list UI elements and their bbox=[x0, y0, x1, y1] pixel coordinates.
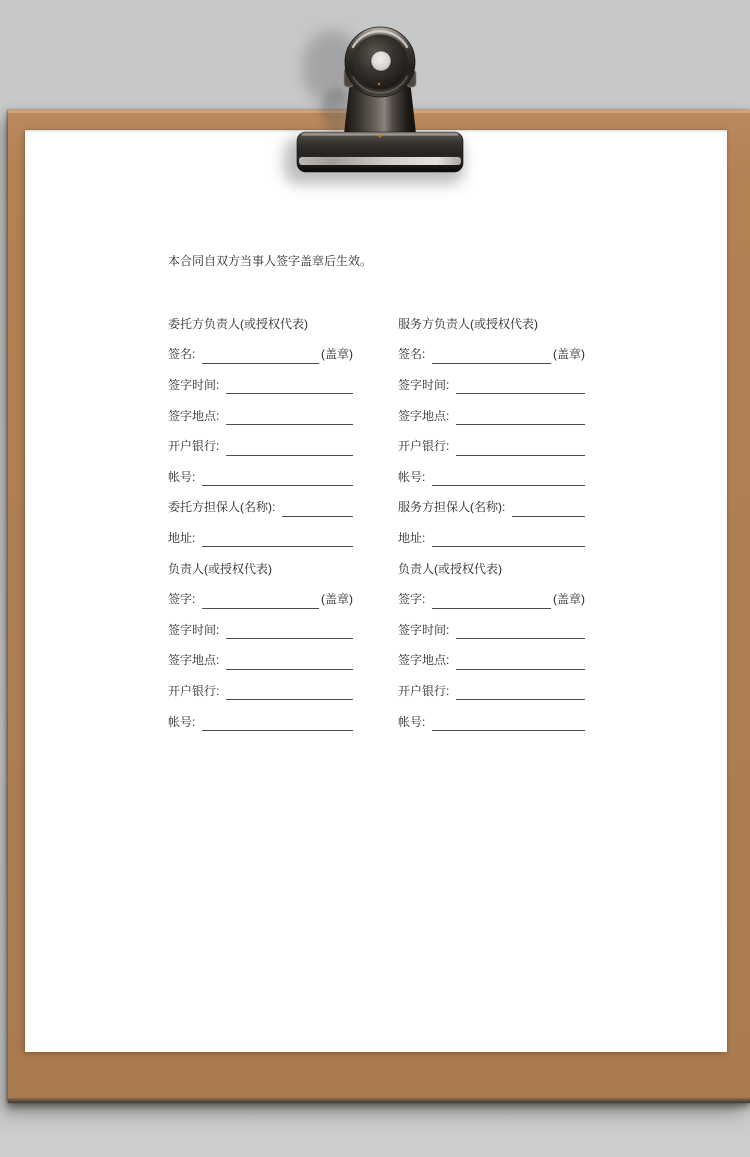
field-label: 签字: bbox=[168, 592, 196, 607]
field-label: 帐号: bbox=[398, 714, 426, 729]
signature-line bbox=[456, 409, 585, 425]
form-row-sign-name bbox=[168, 339, 353, 370]
signature-line bbox=[432, 348, 551, 364]
seal-note: (盖章) bbox=[321, 592, 353, 607]
field-label: 签字地点: bbox=[168, 408, 220, 423]
form-row-address bbox=[398, 522, 585, 553]
form-row-sign-place bbox=[398, 645, 585, 676]
form-row-sign-time bbox=[398, 369, 585, 400]
field-label: 负责人(或授权代表) bbox=[398, 561, 502, 576]
signature-line bbox=[456, 440, 585, 456]
signature-line bbox=[432, 715, 585, 731]
column-header-label: 服务方负责人(或授权代表) bbox=[398, 316, 538, 331]
signature-line bbox=[432, 593, 551, 609]
sub-header-responsible bbox=[398, 553, 585, 584]
signature-line bbox=[226, 654, 353, 670]
clip-hole bbox=[371, 51, 391, 71]
form-row-account bbox=[398, 461, 585, 492]
column-header bbox=[398, 308, 585, 339]
signature-line bbox=[226, 440, 353, 456]
field-label: 签名: bbox=[168, 347, 196, 362]
form-row-bank bbox=[398, 675, 585, 706]
field-label: 帐号: bbox=[168, 714, 196, 729]
signature-line bbox=[226, 409, 353, 425]
field-label: 签字: bbox=[398, 592, 426, 607]
field-label: 开户银行: bbox=[168, 683, 220, 698]
field-label: 签字时间: bbox=[168, 622, 220, 637]
form-row-account bbox=[168, 461, 353, 492]
form-row-guarantor bbox=[398, 492, 585, 523]
form-row-guarantor bbox=[168, 492, 353, 523]
form-row-sign-time bbox=[168, 369, 353, 400]
field-label: 签字时间: bbox=[168, 377, 220, 392]
clip-reflection-speck bbox=[378, 134, 381, 137]
signature-line bbox=[456, 654, 585, 670]
field-label: 地址: bbox=[398, 530, 426, 545]
column-header-label: 委托方负责人(或授权代表) bbox=[168, 316, 308, 331]
field-label: 地址: bbox=[168, 530, 196, 545]
signature-line bbox=[282, 501, 353, 517]
signature-line bbox=[432, 531, 585, 547]
signature-line bbox=[202, 593, 319, 609]
seal-note: (盖章) bbox=[321, 347, 353, 362]
signature-line bbox=[202, 348, 319, 364]
effective-clause: 本合同自双方当事人签字盖章后生效。 bbox=[168, 254, 373, 268]
form-row-sign-place bbox=[398, 400, 585, 431]
form-row-sign-place bbox=[168, 645, 353, 676]
seal-note: (盖章) bbox=[553, 592, 585, 607]
provider-signature-column bbox=[398, 308, 585, 736]
signature-line bbox=[202, 531, 353, 547]
form-row-sign-name bbox=[398, 339, 585, 370]
contract-paper bbox=[25, 130, 727, 1052]
field-label: 签字地点: bbox=[398, 408, 450, 423]
field-label: 开户银行: bbox=[168, 439, 220, 454]
signature-line bbox=[226, 684, 353, 700]
clip-bar-bright-band bbox=[299, 157, 461, 165]
field-label: 签字地点: bbox=[168, 653, 220, 668]
form-row-sign-place bbox=[168, 400, 353, 431]
signature-columns bbox=[168, 308, 585, 736]
column-header bbox=[168, 308, 353, 339]
form-row-sign-time bbox=[398, 614, 585, 645]
field-label: 签字时间: bbox=[398, 622, 450, 637]
client-signature-column bbox=[168, 308, 353, 736]
field-label: 签字地点: bbox=[398, 653, 450, 668]
signature-line bbox=[432, 470, 585, 486]
signature-line bbox=[202, 470, 353, 486]
field-label: 开户银行: bbox=[398, 683, 450, 698]
form-row-bank bbox=[398, 430, 585, 461]
form-row-sign-time bbox=[168, 614, 353, 645]
field-label: 委托方担保人(名称): bbox=[168, 500, 276, 515]
signature-line bbox=[456, 684, 585, 700]
field-label: 负责人(或授权代表) bbox=[168, 561, 272, 576]
signature-line bbox=[456, 623, 585, 639]
form-row-address bbox=[168, 522, 353, 553]
clip-reflection-speck bbox=[378, 83, 381, 86]
clip-bar bbox=[297, 132, 463, 172]
signature-line bbox=[226, 378, 353, 394]
field-label: 服务方担保人(名称): bbox=[398, 500, 506, 515]
field-label: 开户银行: bbox=[398, 439, 450, 454]
seal-note: (盖章) bbox=[553, 347, 585, 362]
signature-line bbox=[512, 501, 585, 517]
bulldog-clip-icon bbox=[240, 6, 520, 206]
form-row-account bbox=[168, 706, 353, 737]
field-label: 帐号: bbox=[168, 469, 196, 484]
signature-line bbox=[456, 378, 585, 394]
sub-header-responsible bbox=[168, 553, 353, 584]
form-row-bank bbox=[168, 675, 353, 706]
form-row-account bbox=[398, 706, 585, 737]
field-label: 签字时间: bbox=[398, 377, 450, 392]
form-row-bank bbox=[168, 430, 353, 461]
signature-line bbox=[226, 623, 353, 639]
form-row-sign bbox=[168, 583, 353, 614]
form-row-sign bbox=[398, 583, 585, 614]
field-label: 签名: bbox=[398, 347, 426, 362]
signature-line bbox=[202, 715, 353, 731]
field-label: 帐号: bbox=[398, 469, 426, 484]
